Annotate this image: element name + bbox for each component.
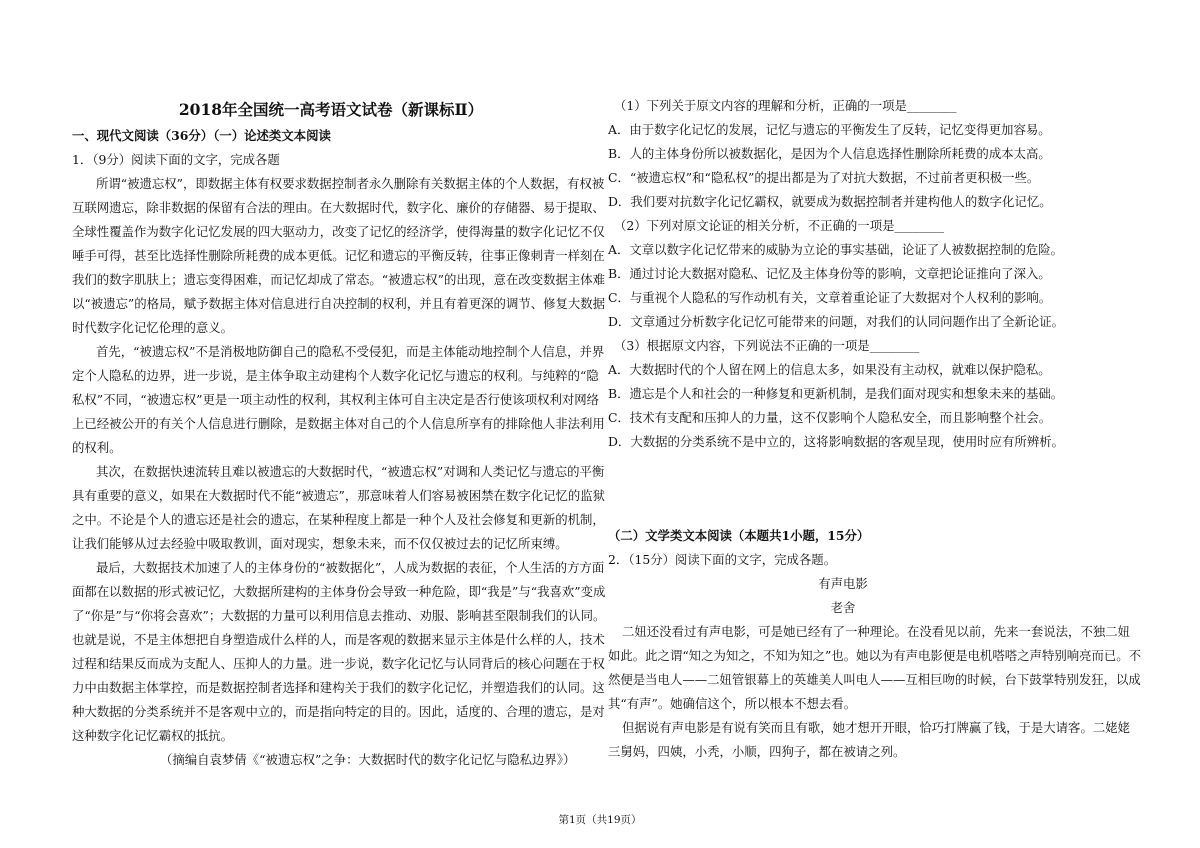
passage-line: 让我们能够从过去经验中吸取教训，面对现实，想象未来，而不仅仅被过去的记忆所束缚。 — [72, 536, 568, 551]
passage-line: 我们的数字肌肤上；遗忘变得困难，而记忆却成了常态。“被遗忘权”的出现，意在改变数据主体难 — [72, 272, 606, 287]
passage-line: 私权”不同，“被遗忘权”更是一项主动性的权利，其权利主体可自主决定是否行使该项权利对网络 — [72, 392, 600, 407]
passage-line: 时代数字化记忆伦理的意义。 — [72, 320, 234, 335]
passage-line: 了“你是”与“你将会喜欢”；大数据的力量可以利用信息去推动、劝服、影响甚至限制我们的认同。 — [72, 608, 606, 623]
story-line: 二妞还没看过有声电影，可是她已经有了一种理论。在没看见以前，先来一套说法，不独二妞 — [622, 624, 1131, 639]
passage-line: 首先，“被遗忘权”不是消极地防御自己的隐私不受侵犯，而是主体能动地控制个人信息，并界 — [96, 344, 605, 359]
story-line: 然便是当电人——二妞管银幕上的英雄美人叫电人——互相巨吻的时候，台下鼓掌特别发狂，以成 — [608, 672, 1141, 687]
passage-line: 其次，在数据快速流转且难以被遗忘的大数据时代，“被遗忘权”对调和人类记忆与遗忘的平衡 — [96, 464, 605, 479]
question-stem: （2）下列对原文论证的相关分析，不正确的一项是________ — [614, 218, 945, 233]
option-line: C．“被遗忘权”和“隐私权”的提出都是为了对抗大数据，不过前者更积极一些。 — [608, 170, 1040, 185]
option-line: A．文章以数字化记忆带来的威胁为立论的事实基础，论证了人被数据控制的危险。 — [608, 242, 1064, 257]
section-heading-1: 一、现代文阅读（36分）（一）论述类文本阅读 — [72, 128, 331, 143]
story-line: 三舅妈，四姨，小秃，小顺，四狗子，都在被请之列。 — [608, 744, 906, 759]
option-line: B．通过讨论大数据对隐私、记忆及主体身份等的影响，文章把论证推向了深入。 — [608, 266, 1051, 281]
option-line: D．文章通过分析数字化记忆可能带来的问题，对我们的认同问题作出了全新论证。 — [608, 314, 1064, 329]
passage-line: 这种数字化记忆霸权的抵抗。 — [72, 728, 234, 743]
passage-line: 唾手可得，甚至比选择性删除所耗费的成本更低。记忆和遗忘的平衡反转，往事正像刺青一样刻在 — [72, 248, 605, 263]
source-citation: （摘编自袁梦倩《“被遗忘权”之争：大数据时代的数字化记忆与隐私边界》） — [160, 752, 576, 767]
option-line: B．遗忘是个人和社会的一种修复和更新机制，是我们面对现实和想象未来的基础。 — [608, 386, 1064, 401]
passage-line: 全球性覆盖作为数字化记忆发展的四大驱动力，改变了记忆的经济学，使得海量的数字化记忆不仅 — [72, 224, 605, 239]
passage-line: 之中。不论是个人的遗忘还是社会的遗忘，在某种程度上都是一种个人及社会修复和更新的机制， — [72, 512, 605, 527]
question-stem: （3）根据原文内容，下列说法不正确的一项是________ — [614, 338, 920, 353]
story-title: 有声电影 — [818, 576, 868, 591]
page-title: 2018年全国统一高考语文试卷（新课标Ⅱ） — [178, 100, 484, 119]
passage-line: 定个人隐私的边界，进一步说，是主体争取主动建构个人数字化记忆与遗忘的权利。与纯粹的“隐 — [72, 368, 599, 383]
passage-line: 种大数据的分类系统并不是客观中立的，而是指向特定的目的。因此，适度的、合理的遗忘，是对 — [72, 704, 605, 719]
option-line: A．大数据时代的个人留在网上的信息太多，如果没有主动权，就难以保护隐私。 — [608, 362, 1051, 377]
passage-line: 所谓“被遗忘权”，即数据主体有权要求数据控制者永久删除有关数据主体的个人数据，有权被 — [96, 176, 605, 191]
story-line: 但据说有声电影是有说有笑而且有歌，她才想开开眼，恰巧打牌赢了钱，于是大请客。二姥姥 — [622, 720, 1131, 735]
option-line: D．我们要对抗数字化记忆霸权，就要成为数据控制者并建构他人的数字化记忆。 — [608, 194, 1052, 209]
passage-line: 力中由数据主体掌控，而是数据控制者选择和建构关于我们的数字化记忆，并塑造我们的认同。这 — [72, 680, 605, 695]
question-1-intro: 1．（9分）阅读下面的文字，完成各题 — [72, 152, 280, 167]
passage-line: 面都在以数据的形式被记忆，大数据所建构的主体身份会导致一种危险，即“我是”与“我喜欢”变成 — [72, 584, 606, 599]
question-2-intro: 2．（15分）阅读下面的文字，完成各题。 — [608, 552, 837, 567]
option-line: D．大数据的分类系统不是中立的，这将影响数据的客观呈现，使用时应有所辨析。 — [608, 434, 1064, 449]
story-line: 如此。此之谓“知之为知之，不知为知之”也。她以为有声电影便是电机嗒嗒之声特别响亮而已。不 — [608, 648, 1142, 663]
passage-line: 过程和结果反而成为支配人、压抑人的力量。进一步说，数字化记忆与认同背后的核心问题在于权 — [72, 656, 605, 671]
passage-line: 最后，大数据技术加速了人的主体身份的“被数据化”，人成为数据的表征，个人生活的方方面 — [96, 560, 605, 575]
story-author: 老舍 — [830, 600, 856, 615]
passage-line: 也就是说，不是主体想把自身塑造成什么样的人，而是客观的数据来显示主体是什么样的人，技术 — [72, 632, 605, 647]
option-line: B．人的主体身份所以被数据化，是因为个人信息选择性删除所耗费的成本太高。 — [608, 146, 1051, 161]
page-footer: 第1页（共19页） — [558, 814, 642, 826]
option-line: A．由于数字化记忆的发展，记忆与遗忘的平衡发生了反转，记忆变得更加容易。 — [608, 122, 1051, 137]
passage-line: 上已经被公开的有关个人信息进行删除，是数据主体对自己的个人信息所享有的排除他人非法利用 — [72, 416, 605, 431]
passage-line: 的权利。 — [72, 440, 122, 455]
option-line: C．技术有支配和压抑人的力量，这不仅影响个人隐私安全，而且影响整个社会。 — [608, 410, 1052, 425]
passage-line: 互联网遗忘，除非数据的保留有合法的理由。在大数据时代，数字化、廉价的存储器、易于提取、 — [72, 200, 605, 215]
question-stem: （1）下列关于原文内容的理解和分析，正确的一项是________ — [614, 98, 957, 113]
passage-line: 以“被遗忘”的格局，赋予数据主体对信息进行自决控制的权利，并且有着更深的调节、修复大数据 — [72, 296, 606, 311]
section-heading-2: （二）文学类文本阅读（本题共1小题，15分） — [608, 528, 870, 543]
option-line: C．与重视个人隐私的写作动机有关，文章着重论证了大数据对个人权利的影响。 — [608, 290, 1052, 305]
story-line: 其“有声”。她确信这个，所以根本不想去看。 — [608, 696, 857, 711]
passage-line: 具有重要的意义，如果在大数据时代不能“被遗忘”，那意味着人们容易被困禁在数字化记忆的监狱 — [72, 488, 606, 503]
